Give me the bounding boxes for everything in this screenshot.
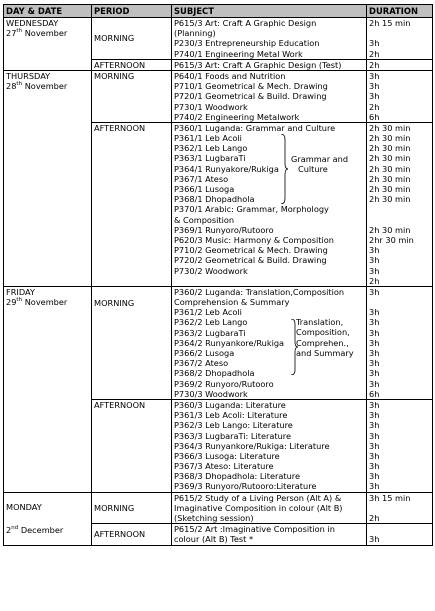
subject-cell bbox=[172, 59, 367, 70]
line: P230/3 Entrepreneurship Education bbox=[174, 38, 320, 49]
line: P363/2 LugbaraTi bbox=[174, 327, 246, 338]
line: 2h 30 min bbox=[369, 143, 411, 154]
line: 3h bbox=[369, 471, 380, 482]
line: P364/2 Runyankore/Rukiga bbox=[174, 337, 285, 348]
line: 3h bbox=[369, 265, 380, 276]
mon-morning-row bbox=[4, 492, 433, 524]
line: P720/2 Geometrical & Build. Drawing bbox=[174, 255, 327, 266]
line bbox=[369, 503, 430, 513]
line: P366/3 Lusoga: Literature bbox=[174, 450, 280, 461]
line: P364/1 Runyakore/Rukiga bbox=[174, 163, 279, 174]
subject-cell bbox=[172, 18, 367, 60]
line bbox=[369, 28, 430, 38]
line: 2h bbox=[369, 513, 380, 524]
line: P367/1 Ateso bbox=[174, 173, 229, 184]
line: P369/2 Runyoro/Rutooro bbox=[174, 378, 274, 389]
day-date: 29th November bbox=[6, 297, 68, 308]
brace-group bbox=[174, 133, 364, 204]
line: P361/2 Leb Acoli bbox=[174, 307, 242, 318]
wed-morning-row bbox=[4, 18, 433, 60]
period-afternoon: AFTERNOON bbox=[92, 524, 172, 545]
line: 3h bbox=[369, 440, 380, 451]
line: P369/3 Runyoro/Rutooro:Literature bbox=[174, 481, 317, 492]
line: 3h bbox=[369, 358, 380, 369]
header-day-date: DAY & DATE bbox=[4, 5, 92, 18]
header-duration: DURATION bbox=[367, 5, 433, 18]
mon-day-cell bbox=[4, 492, 92, 545]
line: Composition, bbox=[296, 327, 350, 338]
duration-cell bbox=[367, 524, 433, 545]
line: 2h 30 min bbox=[369, 133, 411, 144]
fri-morning-row bbox=[4, 286, 433, 399]
line: 2h 15 min bbox=[369, 18, 411, 28]
line bbox=[369, 204, 430, 214]
duration-cell bbox=[367, 399, 433, 492]
line: 2h bbox=[369, 48, 380, 59]
wed-day-cell bbox=[4, 18, 92, 71]
line: P720/1 Geometrical & Build. Drawing bbox=[174, 91, 327, 102]
line: P615/3 Art: Craft A Graphic Design bbox=[174, 18, 317, 28]
line: P362/3 Leb Lango: Literature bbox=[174, 420, 293, 431]
line: P370/1 Arabic: Grammar, Morphology bbox=[174, 204, 329, 215]
subject-cell bbox=[172, 524, 367, 545]
period-morning: MORNING bbox=[92, 492, 172, 524]
day-name: WEDNESDAY bbox=[6, 18, 59, 28]
thu-morning-row bbox=[4, 70, 433, 122]
day-name: THURSDAY bbox=[6, 70, 51, 81]
line: 3h bbox=[369, 327, 380, 338]
header-subject: SUBJECT bbox=[172, 5, 367, 18]
line: P361/1 Leb Acoli bbox=[174, 133, 242, 144]
line: 3h bbox=[369, 481, 380, 492]
line: P730/3 Woodwork bbox=[174, 388, 248, 399]
line bbox=[369, 215, 430, 225]
line: P710/2 Geometrical & Mech. Drawing bbox=[174, 245, 328, 256]
line: 3h bbox=[369, 368, 380, 379]
duration-cell bbox=[367, 492, 433, 524]
line: 2h 30 min bbox=[369, 224, 411, 235]
line: 3h bbox=[369, 450, 380, 461]
period-morning: MORNING bbox=[92, 70, 172, 122]
line: P730/1 Woodwork bbox=[174, 101, 248, 112]
line: P615/3 Art: Craft A Graphic Design (Test) bbox=[174, 59, 342, 70]
line: P368/1 Dhopadhola bbox=[174, 194, 255, 205]
line: 3h bbox=[369, 337, 380, 348]
header-period: PERIOD bbox=[92, 5, 172, 18]
line: P710/1 Geometrical & Mech. Drawing bbox=[174, 81, 328, 92]
line: 2h 30 min bbox=[369, 153, 411, 164]
line: 3h bbox=[369, 307, 380, 318]
line: 2h 30 min bbox=[369, 173, 411, 184]
fri-day-cell bbox=[4, 286, 92, 492]
brace-labels bbox=[296, 317, 354, 358]
brace-group bbox=[174, 307, 364, 389]
line: 3h bbox=[369, 410, 380, 421]
line: P620/3 Music: Harmony & Composition bbox=[174, 234, 334, 245]
line: 6h bbox=[369, 388, 380, 399]
line: 3h bbox=[369, 534, 380, 545]
line: P615/2 Art :Imaginative Composition in bbox=[174, 524, 335, 535]
header-row bbox=[4, 5, 433, 18]
line: Imaginative Composition in colour (Alt B) bbox=[174, 502, 343, 513]
line: 3h bbox=[369, 430, 380, 441]
day-name: FRIDAY bbox=[6, 286, 35, 297]
line: P361/3 Leb Acoli: Literature bbox=[174, 410, 288, 421]
period-afternoon: AFTERNOON bbox=[92, 122, 172, 286]
line: and Summary bbox=[296, 347, 354, 358]
line: 3h bbox=[369, 81, 380, 92]
line: 2h 30 min bbox=[369, 163, 411, 174]
duration-cell bbox=[367, 122, 433, 286]
line: 3h bbox=[369, 245, 380, 256]
line: P366/2 Lusoga bbox=[174, 348, 235, 359]
line: P369/1 Runyoro/Rutooro bbox=[174, 224, 274, 235]
line: P363/3 LugbaraTi: Literature bbox=[174, 430, 292, 441]
line: & Composition bbox=[174, 214, 235, 225]
line: P368/2 Dhopadhola bbox=[174, 368, 255, 379]
line bbox=[369, 524, 430, 534]
subject-cell bbox=[172, 122, 367, 286]
line: 3h bbox=[369, 461, 380, 472]
line: 2h 30 min bbox=[369, 122, 411, 133]
line: P367/2 Ateso bbox=[174, 358, 229, 369]
line: 3h bbox=[369, 420, 380, 431]
line: 2h bbox=[369, 101, 380, 112]
period-morning: MORNING bbox=[92, 286, 172, 399]
line: 3h bbox=[369, 38, 380, 49]
line: 6h bbox=[369, 111, 380, 122]
duration-cell bbox=[367, 18, 433, 60]
day-date: 28th November bbox=[6, 81, 68, 92]
line: 3h 15 min bbox=[369, 492, 411, 503]
line: 3h bbox=[369, 348, 380, 359]
subject-cell bbox=[172, 492, 367, 524]
line: 2h 30 min bbox=[369, 194, 411, 205]
brace-label-1: Grammar and bbox=[291, 154, 349, 165]
day-date: 2nd December bbox=[6, 524, 64, 535]
line: P362/1 Leb Lango bbox=[174, 143, 248, 154]
line: P640/1 Foods and Nutrition bbox=[174, 70, 286, 81]
line: P730/2 Woodwork bbox=[174, 265, 248, 276]
line: Translation, bbox=[296, 317, 344, 328]
line: 2h bbox=[369, 275, 380, 286]
subject-cell bbox=[172, 399, 367, 492]
line: 3h bbox=[369, 317, 380, 328]
line: P360/3 Luganda: Literature bbox=[174, 399, 286, 410]
line: 3h bbox=[369, 399, 380, 410]
line: P363/1 LugbaraTi bbox=[174, 153, 246, 164]
duration-cell bbox=[367, 59, 433, 70]
line: P615/2 Study of a Living Person (Alt A) & bbox=[174, 492, 342, 503]
line: Comprehen., bbox=[296, 337, 349, 348]
subject-cell bbox=[172, 286, 367, 399]
line: 3h bbox=[369, 70, 380, 81]
line: 3h bbox=[369, 378, 380, 389]
duration-cell bbox=[367, 70, 433, 122]
line: 2h bbox=[369, 59, 380, 70]
duration-cell bbox=[367, 286, 433, 399]
line: P368/3 Dhopadhola: Literature bbox=[174, 471, 300, 482]
line: Comprehension & Summary bbox=[174, 297, 290, 308]
line: 2hr 30 min bbox=[369, 234, 414, 245]
day-name: MONDAY bbox=[6, 502, 42, 513]
period-afternoon: AFTERNOON bbox=[92, 59, 172, 70]
subject-cell bbox=[172, 70, 367, 122]
line: colour (Alt B) Test * bbox=[174, 534, 254, 545]
exam-timetable bbox=[3, 4, 433, 546]
line: P740/2 Engineering Metalwork bbox=[174, 111, 300, 122]
line: 3h bbox=[369, 286, 380, 297]
day-date: 27th November bbox=[6, 28, 68, 39]
line: 3h bbox=[369, 255, 380, 266]
line: 2h 30 min bbox=[369, 184, 411, 195]
period-afternoon: AFTERNOON bbox=[92, 399, 172, 492]
line: 3h bbox=[369, 91, 380, 102]
line: P366/1 Lusoga bbox=[174, 184, 235, 195]
line bbox=[369, 297, 430, 307]
thu-day-cell bbox=[4, 70, 92, 286]
brace-label-2: Culture bbox=[298, 164, 328, 175]
period-morning: MORNING bbox=[92, 18, 172, 60]
line: P360/2 Luganda: Translation,Composition bbox=[174, 286, 345, 297]
line: P740/1 Engineering Metal Work bbox=[174, 48, 303, 59]
line: (Planning) bbox=[174, 28, 216, 39]
line: P364/3 Runyankore/Rukiga: Literature bbox=[174, 440, 330, 451]
line: P360/1 Luganda: Grammar and Culture bbox=[174, 122, 336, 133]
line: (Sketching session) bbox=[174, 513, 254, 524]
line: P362/2 Leb Lango bbox=[174, 317, 248, 328]
line: P367/3 Ateso: Literature bbox=[174, 461, 274, 472]
brace-icon bbox=[280, 134, 288, 204]
